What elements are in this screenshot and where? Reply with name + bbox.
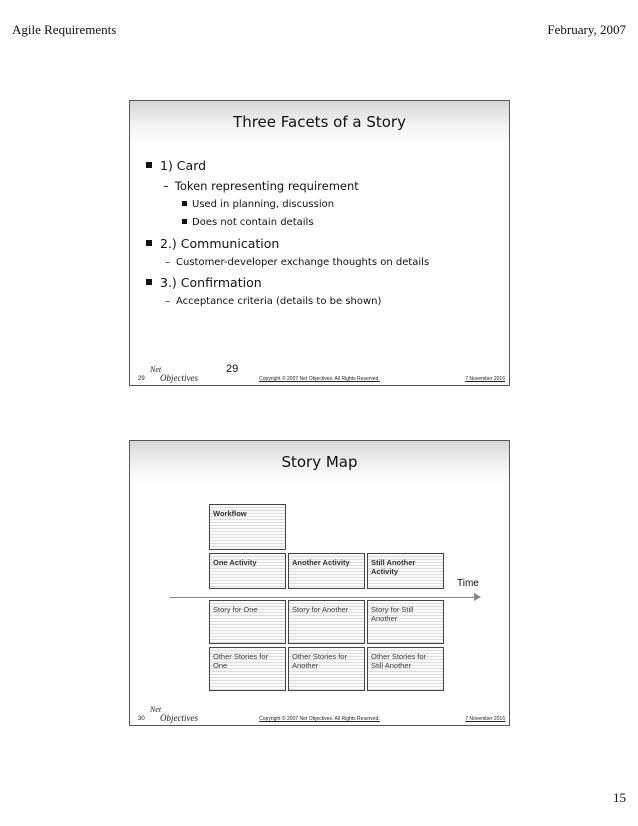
story-box: Story for One bbox=[209, 600, 286, 644]
bullet-text: Token representing requirement bbox=[174, 179, 359, 193]
bullet-text: Customer-developer exchange thoughts on details bbox=[176, 257, 430, 268]
logo-objectives-text: Objectives bbox=[160, 713, 198, 723]
slide-story-map bbox=[129, 440, 510, 726]
other-stories-box: Other Stories for One bbox=[209, 647, 286, 691]
arrow-right-icon bbox=[474, 593, 481, 601]
slide-date: 7 November 2016 bbox=[465, 716, 505, 722]
bullet-text: 1) Card bbox=[160, 158, 207, 173]
square-bullet-icon bbox=[146, 240, 152, 246]
page-header-title: Agile Requirements bbox=[12, 22, 117, 37]
activity-box: One Activity bbox=[209, 553, 286, 589]
logo-net-text: Net bbox=[150, 705, 162, 714]
bullet-item bbox=[146, 275, 262, 290]
square-bullet-icon bbox=[146, 162, 152, 168]
square-bullet-icon bbox=[146, 279, 152, 285]
slide-title: Three Facets of a Story bbox=[233, 113, 406, 131]
logo-objectives-text: Objectives bbox=[160, 373, 198, 383]
other-stories-box: Other Stories for Still Another bbox=[367, 647, 444, 691]
time-axis-line bbox=[170, 597, 480, 598]
bullet-item bbox=[182, 199, 334, 210]
slide-date: 7 November 2016 bbox=[465, 376, 505, 382]
activity-box: Another Activity bbox=[288, 553, 365, 589]
page-header-date: February, 2007 bbox=[547, 22, 626, 37]
bullet-text: Does not contain details bbox=[192, 217, 314, 228]
bullet-item: – Acceptance criteria (details to be shown) bbox=[165, 296, 382, 307]
bullet-item bbox=[146, 236, 279, 251]
square-bullet-icon bbox=[182, 201, 187, 206]
logo-net-text: Net bbox=[150, 365, 162, 374]
story-box: Story for Still Another bbox=[367, 600, 444, 644]
bullet-item bbox=[182, 217, 314, 228]
slide-number: 30 bbox=[138, 716, 145, 722]
bullet-item bbox=[146, 158, 206, 173]
copyright-footer: Copyright © 2007 Net Objectives. All Rights Reserved. bbox=[259, 376, 380, 382]
bullet-item: – Token representing requirement bbox=[163, 179, 359, 193]
bullet-text: Used in planning, discussion bbox=[192, 199, 335, 210]
story-box: Story for Another bbox=[288, 600, 365, 644]
other-stories-box: Other Stories for Another bbox=[288, 647, 365, 691]
activity-box: Still Another Activity bbox=[367, 553, 444, 589]
bullet-text: Acceptance criteria (details to be shown) bbox=[176, 296, 382, 307]
copyright-footer: Copyright © 2007 Net Objectives. All Rights Reserved. bbox=[259, 716, 380, 722]
bullet-text: 2.) Communication bbox=[160, 236, 280, 251]
bullet-text: 3.) Confirmation bbox=[160, 275, 262, 290]
page-number: 15 bbox=[613, 790, 626, 805]
slide-title: Story Map bbox=[281, 453, 358, 471]
slide-three-facets bbox=[129, 100, 510, 386]
slide-note-number: 29 bbox=[226, 363, 239, 375]
workflow-box: Workflow bbox=[209, 504, 286, 550]
time-label: Time bbox=[457, 578, 479, 589]
bullet-item: – Customer-developer exchange thoughts on details bbox=[165, 257, 430, 268]
square-bullet-icon bbox=[182, 219, 187, 224]
slide-number: 29 bbox=[138, 376, 145, 382]
